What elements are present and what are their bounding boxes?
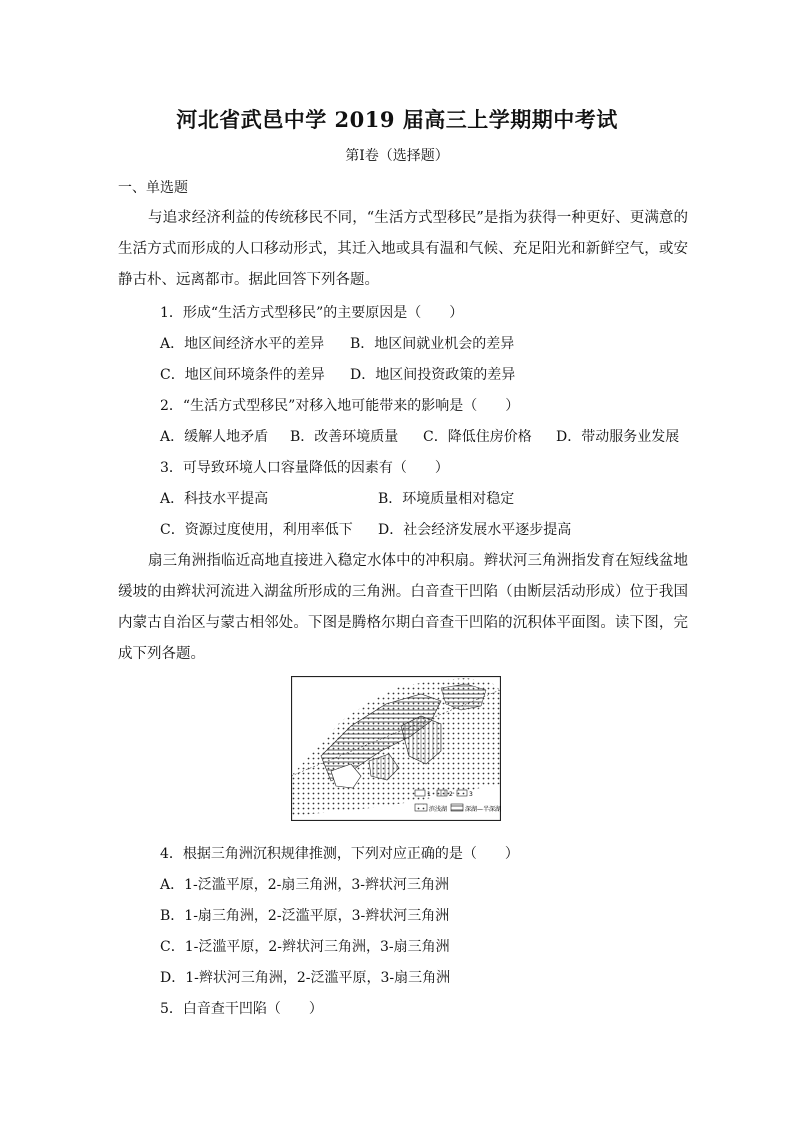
legend-swatch-semi xyxy=(451,804,463,811)
question-1-option-b: B．地区间就业机会的差异 xyxy=(350,336,515,352)
page-subtitle: 第Ⅰ卷（选择题） xyxy=(345,148,449,164)
legend-label-3: 3 xyxy=(469,791,473,798)
question-3-option-b: B．环境质量相对稳定 xyxy=(378,491,515,507)
passage-1: 与追求经济利益的传统移民不同，“生活方式型移民”是指为获得一种更好、更满意的生活方式而形成的人口移动形式，其迁入地或具有温和气候、充足阳光和新鲜空气，或安静古朴、远离都市。据此回答下列各题。 xyxy=(118,210,688,288)
question-4-option-d: D．1-辫状河三角洲，2-泛滥平原，3-扇三角洲 xyxy=(160,970,451,986)
legend-swatch-3 xyxy=(457,790,467,796)
page-title: 河北省武邑中学 2019 届高三上学期期中考试 xyxy=(176,107,618,132)
question-3-stem: 3．可导致环境人口容量降低的因素有（ ） xyxy=(160,460,449,476)
question-5-stem: 5．白音查干凹陷（ ） xyxy=(160,1001,323,1017)
question-3-option-c: C．资源过度使用，利用率低下 xyxy=(160,522,353,538)
legend-swatch-shore xyxy=(415,804,427,811)
section-heading: 一、单选题 xyxy=(118,180,188,196)
legend-swatch-2 xyxy=(437,790,447,796)
question-2-option-a: A．缓解人地矛盾 xyxy=(160,429,269,445)
question-1-option-c: C．地区间环境条件的差异 xyxy=(160,367,325,383)
question-2-option-b: B．改善环境质量 xyxy=(290,429,399,445)
legend-label-semi: 深湖—半深湖 xyxy=(465,806,501,813)
question-4-option-b: B．1-扇三角洲，2-泛滥平原，3-辫状河三角洲 xyxy=(160,908,450,924)
question-1-option-d: D．地区间投资政策的差异 xyxy=(350,367,516,383)
question-1-option-a: A．地区间经济水平的差异 xyxy=(160,336,325,352)
question-4-option-c: C．1-泛滥平原，2-辫状河三角洲，3-扇三角洲 xyxy=(160,939,450,955)
question-4-stem: 4．根据三角洲沉积规律推测，下列对应正确的是（ ） xyxy=(160,846,519,862)
question-1-stem: 1．形成“生活方式型移民”的主要原因是（ ） xyxy=(160,305,464,321)
question-3-option-a: A．科技水平提高 xyxy=(160,491,269,507)
question-2-option-c: C．降低住房价格 xyxy=(423,429,532,445)
legend-swatch-1 xyxy=(415,790,425,796)
question-3-option-d: D．社会经济发展水平逐步提高 xyxy=(378,522,572,538)
legend-label-2: 2 xyxy=(449,791,453,798)
legend-label-shore: 滨浅湖 xyxy=(429,806,448,813)
question-2-option-d: D．带动服务业发展 xyxy=(556,429,680,445)
sediment-map-figure xyxy=(291,676,501,821)
question-4-option-a: A．1-泛滥平原，2-扇三角洲，3-辫状河三角洲 xyxy=(160,877,450,893)
passage-2: 扇三角洲指临近高地直接进入稳定水体中的冲积扇。辫状河三角洲指发育在短线盆地缓坡的由辫状河流进入湖盆所形成的三角洲。白音查干凹陷（由断层活动形成）位于我国内蒙古自治区与蒙古相邻处。下图是腾格尔期白音查干凹陷的沉积体平面图。读下图，完成下列各题。 xyxy=(118,553,688,662)
legend-label-1: 1 xyxy=(427,791,431,798)
question-2-stem: 2．“生活方式型移民”对移入地可能带来的影响是（ ） xyxy=(160,398,520,414)
